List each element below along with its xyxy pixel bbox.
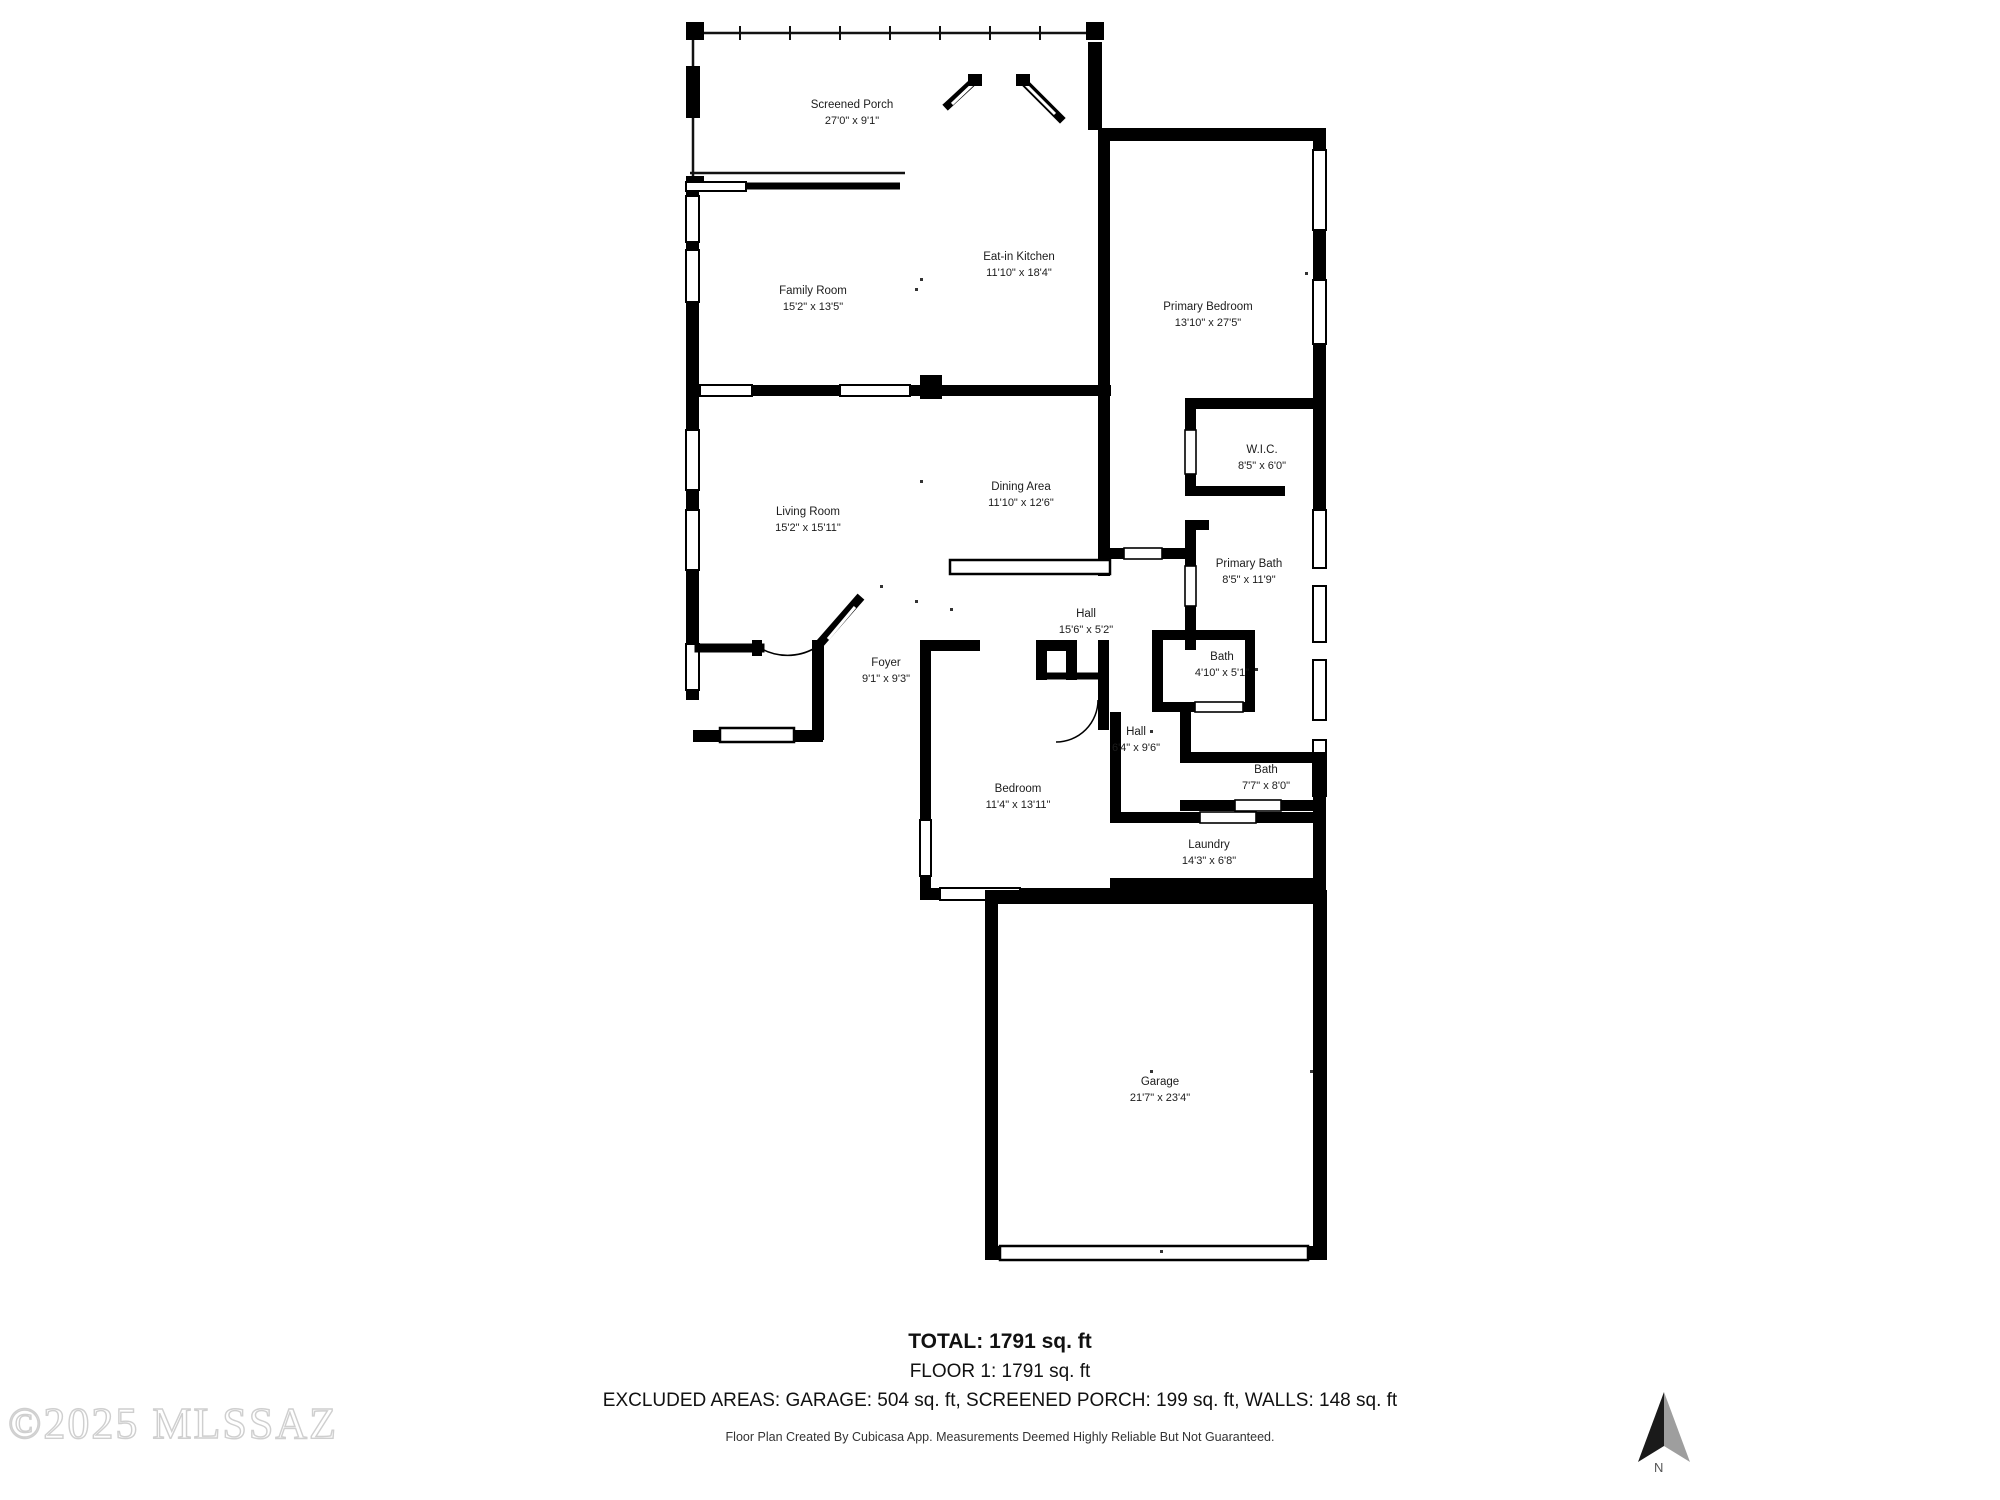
excluded-areas-text: EXCLUDED AREAS: GARAGE: 504 sq. ft, SCREENED PORCH: 199 sq. ft, WALLS: 148 sq. ft: [602, 1390, 1398, 1411]
room-name: Screened Porch: [810, 98, 894, 111]
room-name: Bedroom: [994, 782, 1042, 795]
room-name: Foyer: [871, 656, 901, 669]
north-letter: N: [1654, 1460, 1664, 1475]
room-dimensions: 8'5" x 6'0": [1237, 459, 1287, 472]
room-dimensions: 11'10" x 12'6": [988, 496, 1054, 509]
room-dimensions: 8'5" x 11'9": [1222, 573, 1276, 586]
floor-area-text: FLOOR 1: 1791 sq. ft: [909, 1361, 1091, 1382]
room-dimensions: 11'4" x 13'11": [985, 798, 1051, 811]
north-arrow: [1620, 1390, 1710, 1485]
room-name: Primary Bath: [1215, 557, 1283, 570]
room-dimensions: 15'6" x 5'2": [1058, 623, 1114, 636]
room-name: Laundry: [1188, 838, 1230, 851]
room-dimensions: 6'4" x 9'6": [1111, 741, 1161, 754]
room-dimensions: 9'1" x 9'3": [861, 672, 911, 685]
room-name: Hall: [1126, 725, 1146, 738]
room-dimensions: 15'2" x 13'5": [782, 300, 844, 313]
room-name: Hall: [1076, 607, 1096, 620]
room-dimensions: 15'2" x 15'11": [775, 521, 841, 534]
room-name: Living Room: [776, 505, 840, 518]
total-area-text: TOTAL: 1791 sq. ft: [908, 1330, 1092, 1353]
room-dimensions: 21'7" x 23'4": [1129, 1091, 1191, 1104]
room-name: Garage: [1140, 1075, 1180, 1088]
room-dimensions: 11'10" x 18'4": [986, 266, 1052, 279]
room-dimensions: 7'7" x 8'0": [1241, 779, 1291, 792]
room-dimensions: 4'10" x 5'1": [1194, 666, 1250, 679]
room-dimensions: 27'0" x 9'1": [824, 114, 880, 127]
north-arrow-icon: [1620, 1390, 1710, 1485]
room-name: Bath: [1254, 763, 1278, 776]
plan-geometry: [686, 22, 1327, 1260]
room-name: Family Room: [779, 284, 847, 297]
room-name: Primary Bedroom: [1163, 300, 1253, 313]
room-name: W.I.C.: [1246, 443, 1278, 456]
room-dimensions: 13'10" x 27'5": [1174, 316, 1242, 329]
credit-text: Floor Plan Created By Cubicasa App. Measurements Deemed Highly Reliable But Not Guaranteed.: [725, 1430, 1275, 1444]
room-dimensions: 14'3" x 6'8": [1181, 854, 1237, 867]
room-name: Bath: [1210, 650, 1234, 663]
copyright-watermark: ©2025 MLSSAZ: [8, 1399, 339, 1448]
room-name: Eat-in Kitchen: [983, 250, 1055, 263]
room-name: Dining Area: [991, 480, 1051, 493]
